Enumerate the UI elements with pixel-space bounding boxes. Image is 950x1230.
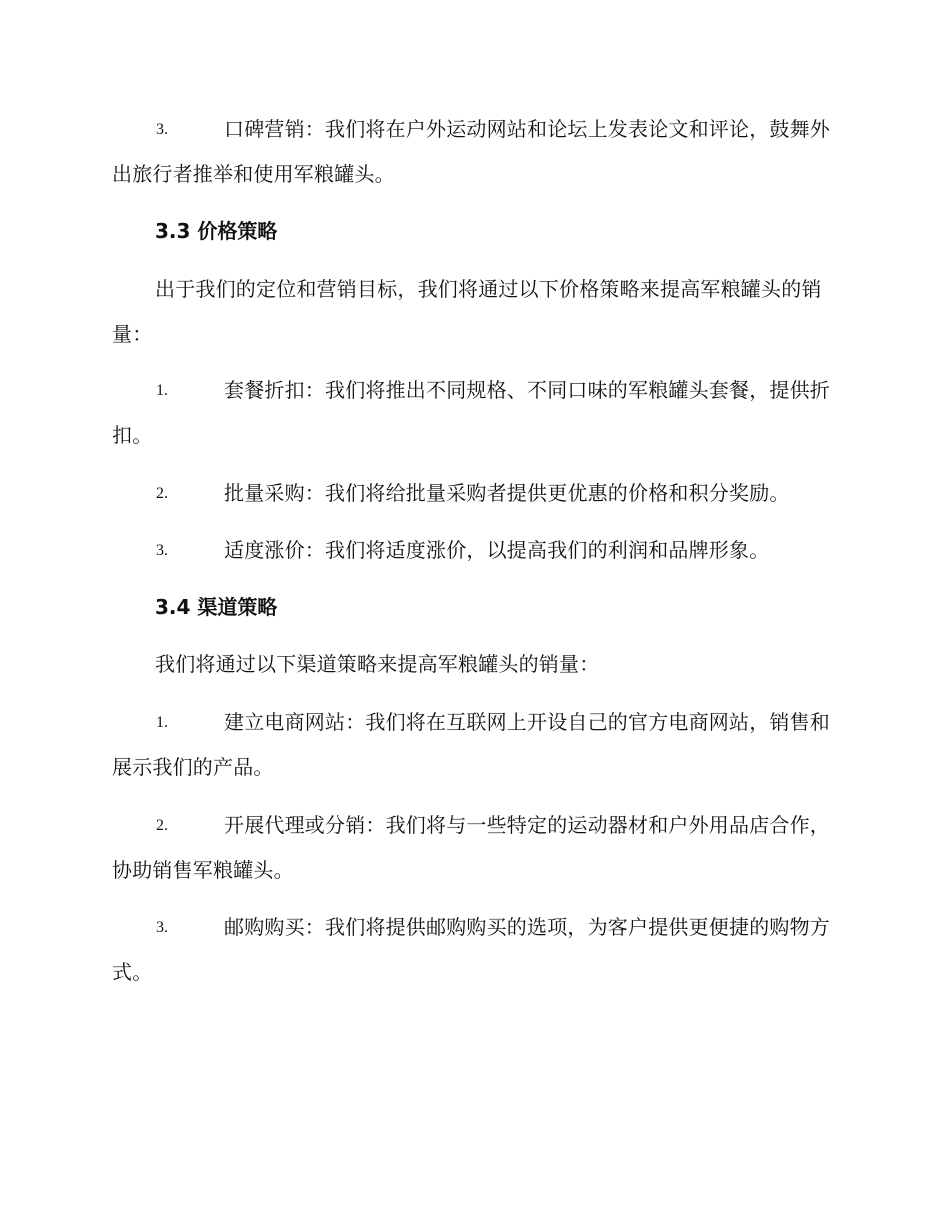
list-number: 3.: [156, 919, 168, 936]
list-number: 1.: [156, 714, 168, 731]
list-item: [112, 905, 836, 995]
list-item: [112, 803, 836, 893]
list-item-text: 批量采购：我们将给批量采购者提供更优惠的价格和积分奖励。: [224, 481, 790, 505]
paragraph-price-intro: 出于我们的定位和营销目标，我们将通过以下价格策略来提高军粮罐头的销量：: [112, 277, 822, 346]
section-heading-price: 3.3 价格策略: [155, 219, 278, 243]
list-item: [112, 528, 836, 573]
list-number: 2.: [156, 485, 168, 502]
list-number: 3.: [156, 121, 168, 138]
list-item: [112, 471, 836, 516]
list-item-text: 口碑营销：我们将在户外运动网站和论坛上发表论文和评论，鼓舞外出旅行者推举和使用军粮罐头。: [112, 117, 830, 186]
list-number: 3.: [156, 542, 168, 559]
list-item-text: 邮购购买：我们将提供邮购购买的选项，为客户提供更便捷的购物方式。: [112, 915, 830, 984]
list-item: [112, 368, 836, 458]
list-item: [112, 107, 836, 197]
section-heading-channel: 3.4 渠道策略: [155, 595, 278, 619]
list-number: 2.: [156, 817, 168, 834]
list-item-text: 开展代理或分销：我们将与一些特定的运动器材和户外用品店合作，协助销售军粮罐头。: [112, 813, 830, 882]
list-item-text: 建立电商网站：我们将在互联网上开设自己的官方电商网站，销售和展示我们的产品。: [112, 710, 830, 779]
list-item-text: 套餐折扣：我们将推出不同规格、不同口味的军粮罐头套餐，提供折扣。: [112, 378, 830, 447]
paragraph-channel-intro: 我们将通过以下渠道策略来提高军粮罐头的销量：: [155, 652, 600, 676]
list-item-text: 适度涨价：我们将适度涨价，以提高我们的利润和品牌形象。: [224, 538, 770, 562]
list-item: [112, 700, 836, 790]
list-number: 1.: [156, 382, 168, 399]
